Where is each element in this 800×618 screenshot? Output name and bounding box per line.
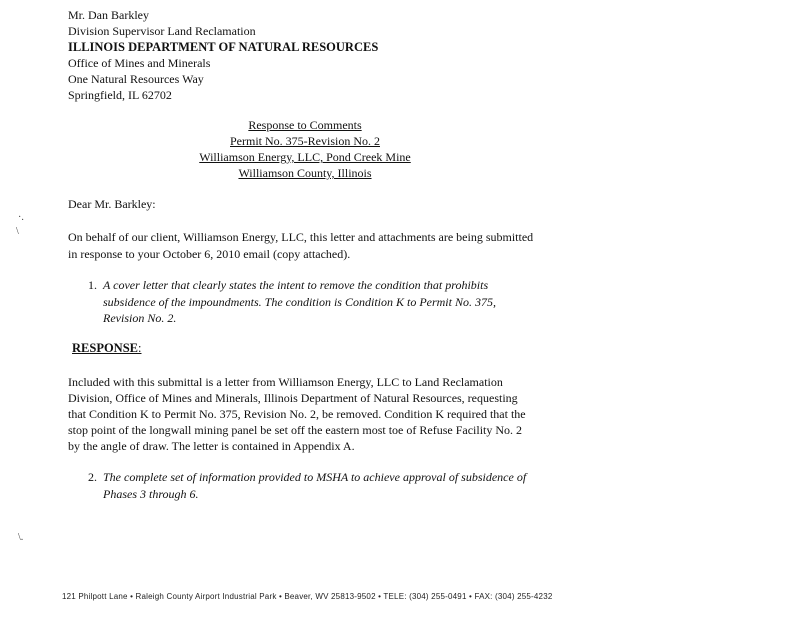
response-heading: RESPONSE: xyxy=(72,341,142,355)
list-item-1 xyxy=(88,277,496,327)
response-line: that Condition K to Permit No. 375, Revision No. 2, be removed. Condition K required that the xyxy=(68,407,526,421)
response-line: Included with this submittal is a letter from Williamson Energy, LLC to Land Reclamation xyxy=(68,375,503,389)
subject-line: Williamson County, Illinois xyxy=(238,166,372,180)
letterhead-footer: 121 Philpott Lane • Raleigh County Airport Industrial Park • Beaver, WV 25813-9502 • TELE: (304) 255-0491 • FAX: (304) 255-4232 xyxy=(62,592,553,601)
recipient-department: ILLINOIS DEPARTMENT OF NATURAL RESOURCES xyxy=(68,40,379,54)
response-line: stop point of the longwall mining panel be set off the eastern most toe of Refuse Facility No. 2 xyxy=(68,423,523,437)
list-number: 2. xyxy=(88,470,97,484)
list-line: A cover letter that clearly states the intent to remove the condition that prohibits xyxy=(103,278,489,292)
list-line: Phases 3 through 6. xyxy=(103,486,199,501)
recipient-office: Office of Mines and Minerals xyxy=(68,56,211,70)
scan-mark: \ xyxy=(16,226,19,237)
list-number: 1. xyxy=(88,278,97,292)
list-line: Revision No. 2. xyxy=(103,311,177,325)
subject-line: Permit No. 375-Revision No. 2 xyxy=(230,134,380,148)
recipient-title: Division Supervisor Land Reclamation xyxy=(68,24,256,38)
subject-block xyxy=(0,117,610,181)
list-line: subsidence of the impoundments. The condition is Condition K to Permit No. 375, xyxy=(103,294,496,309)
response-line: Division, Office of Mines and Minerals, Illinois Department of Natural Resources, requesting xyxy=(68,391,518,405)
scan-mark: \. xyxy=(18,532,24,543)
subject-line: Response to Comments xyxy=(248,118,362,132)
recipient-city: Springfield, IL 62702 xyxy=(68,88,172,102)
intro-line: in response to your October 6, 2010 email (copy attached). xyxy=(68,247,351,261)
list-line: The complete set of information provided to MSHA to achieve approval of subsidence of xyxy=(103,470,527,484)
recipient-name: Mr. Dan Barkley xyxy=(68,8,149,22)
intro-line: On behalf of our client, Williamson Energy, LLC, this letter and attachments are being submitted xyxy=(68,230,534,244)
recipient-street: One Natural Resources Way xyxy=(68,72,204,86)
subject-line: Williamson Energy, LLC, Pond Creek Mine xyxy=(199,150,411,164)
scan-mark: ·. xyxy=(18,212,24,223)
salutation: Dear Mr. Barkley: xyxy=(68,197,156,211)
response-line: by the angle of draw. The letter is contained in Appendix A. xyxy=(68,439,355,453)
list-item-2 xyxy=(88,469,526,502)
recipient-address xyxy=(68,7,378,103)
